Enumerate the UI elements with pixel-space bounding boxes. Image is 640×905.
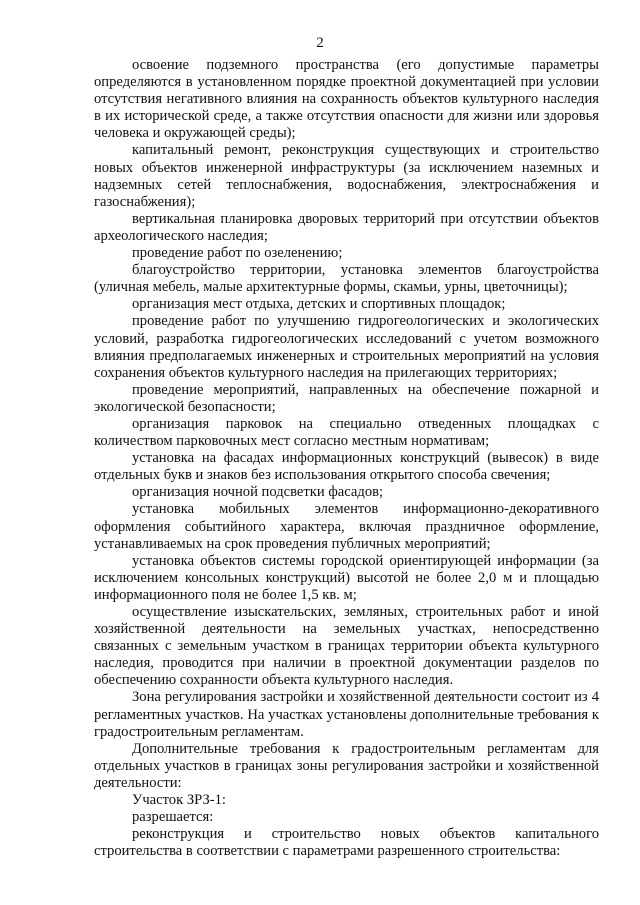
paragraph: организация парковок на специально отведенных площадках с количеством парковочных мест согласно местным нормативам; bbox=[94, 415, 599, 450]
paragraph: вертикальная планировка дворовых территорий при отсутствии объектов археологического наследия; bbox=[94, 210, 599, 244]
paragraph: организация мест отдыха, детских и спортивных площадок; bbox=[132, 296, 506, 313]
page-number: 2 bbox=[316, 35, 324, 51]
paragraph: проведение работ по улучшению гидрогеологических и экологических условий, разработка гидрогеологических исследований с учетом возможного влияния предполагаемых инженерных и строительных мероприятий на условия сохранения объектов культурного наследия на прилегающих территориях; bbox=[94, 313, 599, 381]
paragraph: реконструкция и строительство новых объектов капитального строительства в соответствии с параметрами разрешенного строительства: bbox=[94, 826, 599, 860]
paragraph: проведение работ по озеленению; bbox=[132, 245, 343, 262]
paragraph: Зона регулирования застройки и хозяйственной деятельности состоит из 4 регламентных участков. На участках установлены дополнительные требования к градостроительным регламентам. bbox=[94, 689, 599, 740]
paragraph: разрешается: bbox=[132, 809, 214, 826]
paragraph: проведение мероприятий, направленных на обеспечение пожарной и экологической безопасности; bbox=[94, 381, 599, 415]
document-body bbox=[94, 57, 599, 860]
paragraph: благоустройство территории, установка элементов благоустройства (уличная мебель, малые архитектурные формы, скамьи, урны, цветочницы); bbox=[94, 262, 599, 296]
paragraph: установка на фасадах информационных конструкций (вывесок) в виде отдельных букв и знаков без использования открытого способа свечения; bbox=[94, 450, 599, 484]
paragraph: Дополнительные требования к градостроительным регламентам для отдельных участков в границах зоны регулирования застройки и хозяйственной деятельности: bbox=[94, 740, 599, 791]
paragraph: установка объектов системы городской ориентирующей информации (за исключением консольных конструкций) высотой не более 2,0 м и площадью информационного поля не более 1,5 кв. м; bbox=[94, 552, 599, 603]
paragraph: осуществление изыскательских, земляных, строительных работ и иной хозяйственной деятельности на земельных участках, непосредственно связанных с земельным участком в границах территории объекта культурного наследия, проводится при наличии в проектной документации разделов по обеспечению сохранности объекта культурного наследия. bbox=[94, 604, 599, 689]
paragraph: Участок ЗРЗ-1: bbox=[132, 792, 226, 809]
paragraph: организация ночной подсветки фасадов; bbox=[132, 484, 384, 501]
paragraph: установка мобильных элементов информационно-декоративного оформления событийного характера, включая праздничное оформление, устанавливаемых на срок проведения публичных мероприятий; bbox=[94, 501, 599, 552]
paragraph: освоение подземного пространства (его допустимые параметры определяются в установленном порядке проектной документацией при условии отсутствия негативного влияния на сохранность объектов культурного наследия в их исторической среде, а также отсутствия опасности для жизни или здоровья человека и окружающей среды); bbox=[94, 57, 599, 142]
paragraph: капитальный ремонт, реконструкция существующих и строительство новых объектов инженерной инфраструктуры (за исключением наземных и надземных сетей теплоснабжения, водоснабжения, электроснабжения и газоснабжения); bbox=[94, 142, 599, 210]
